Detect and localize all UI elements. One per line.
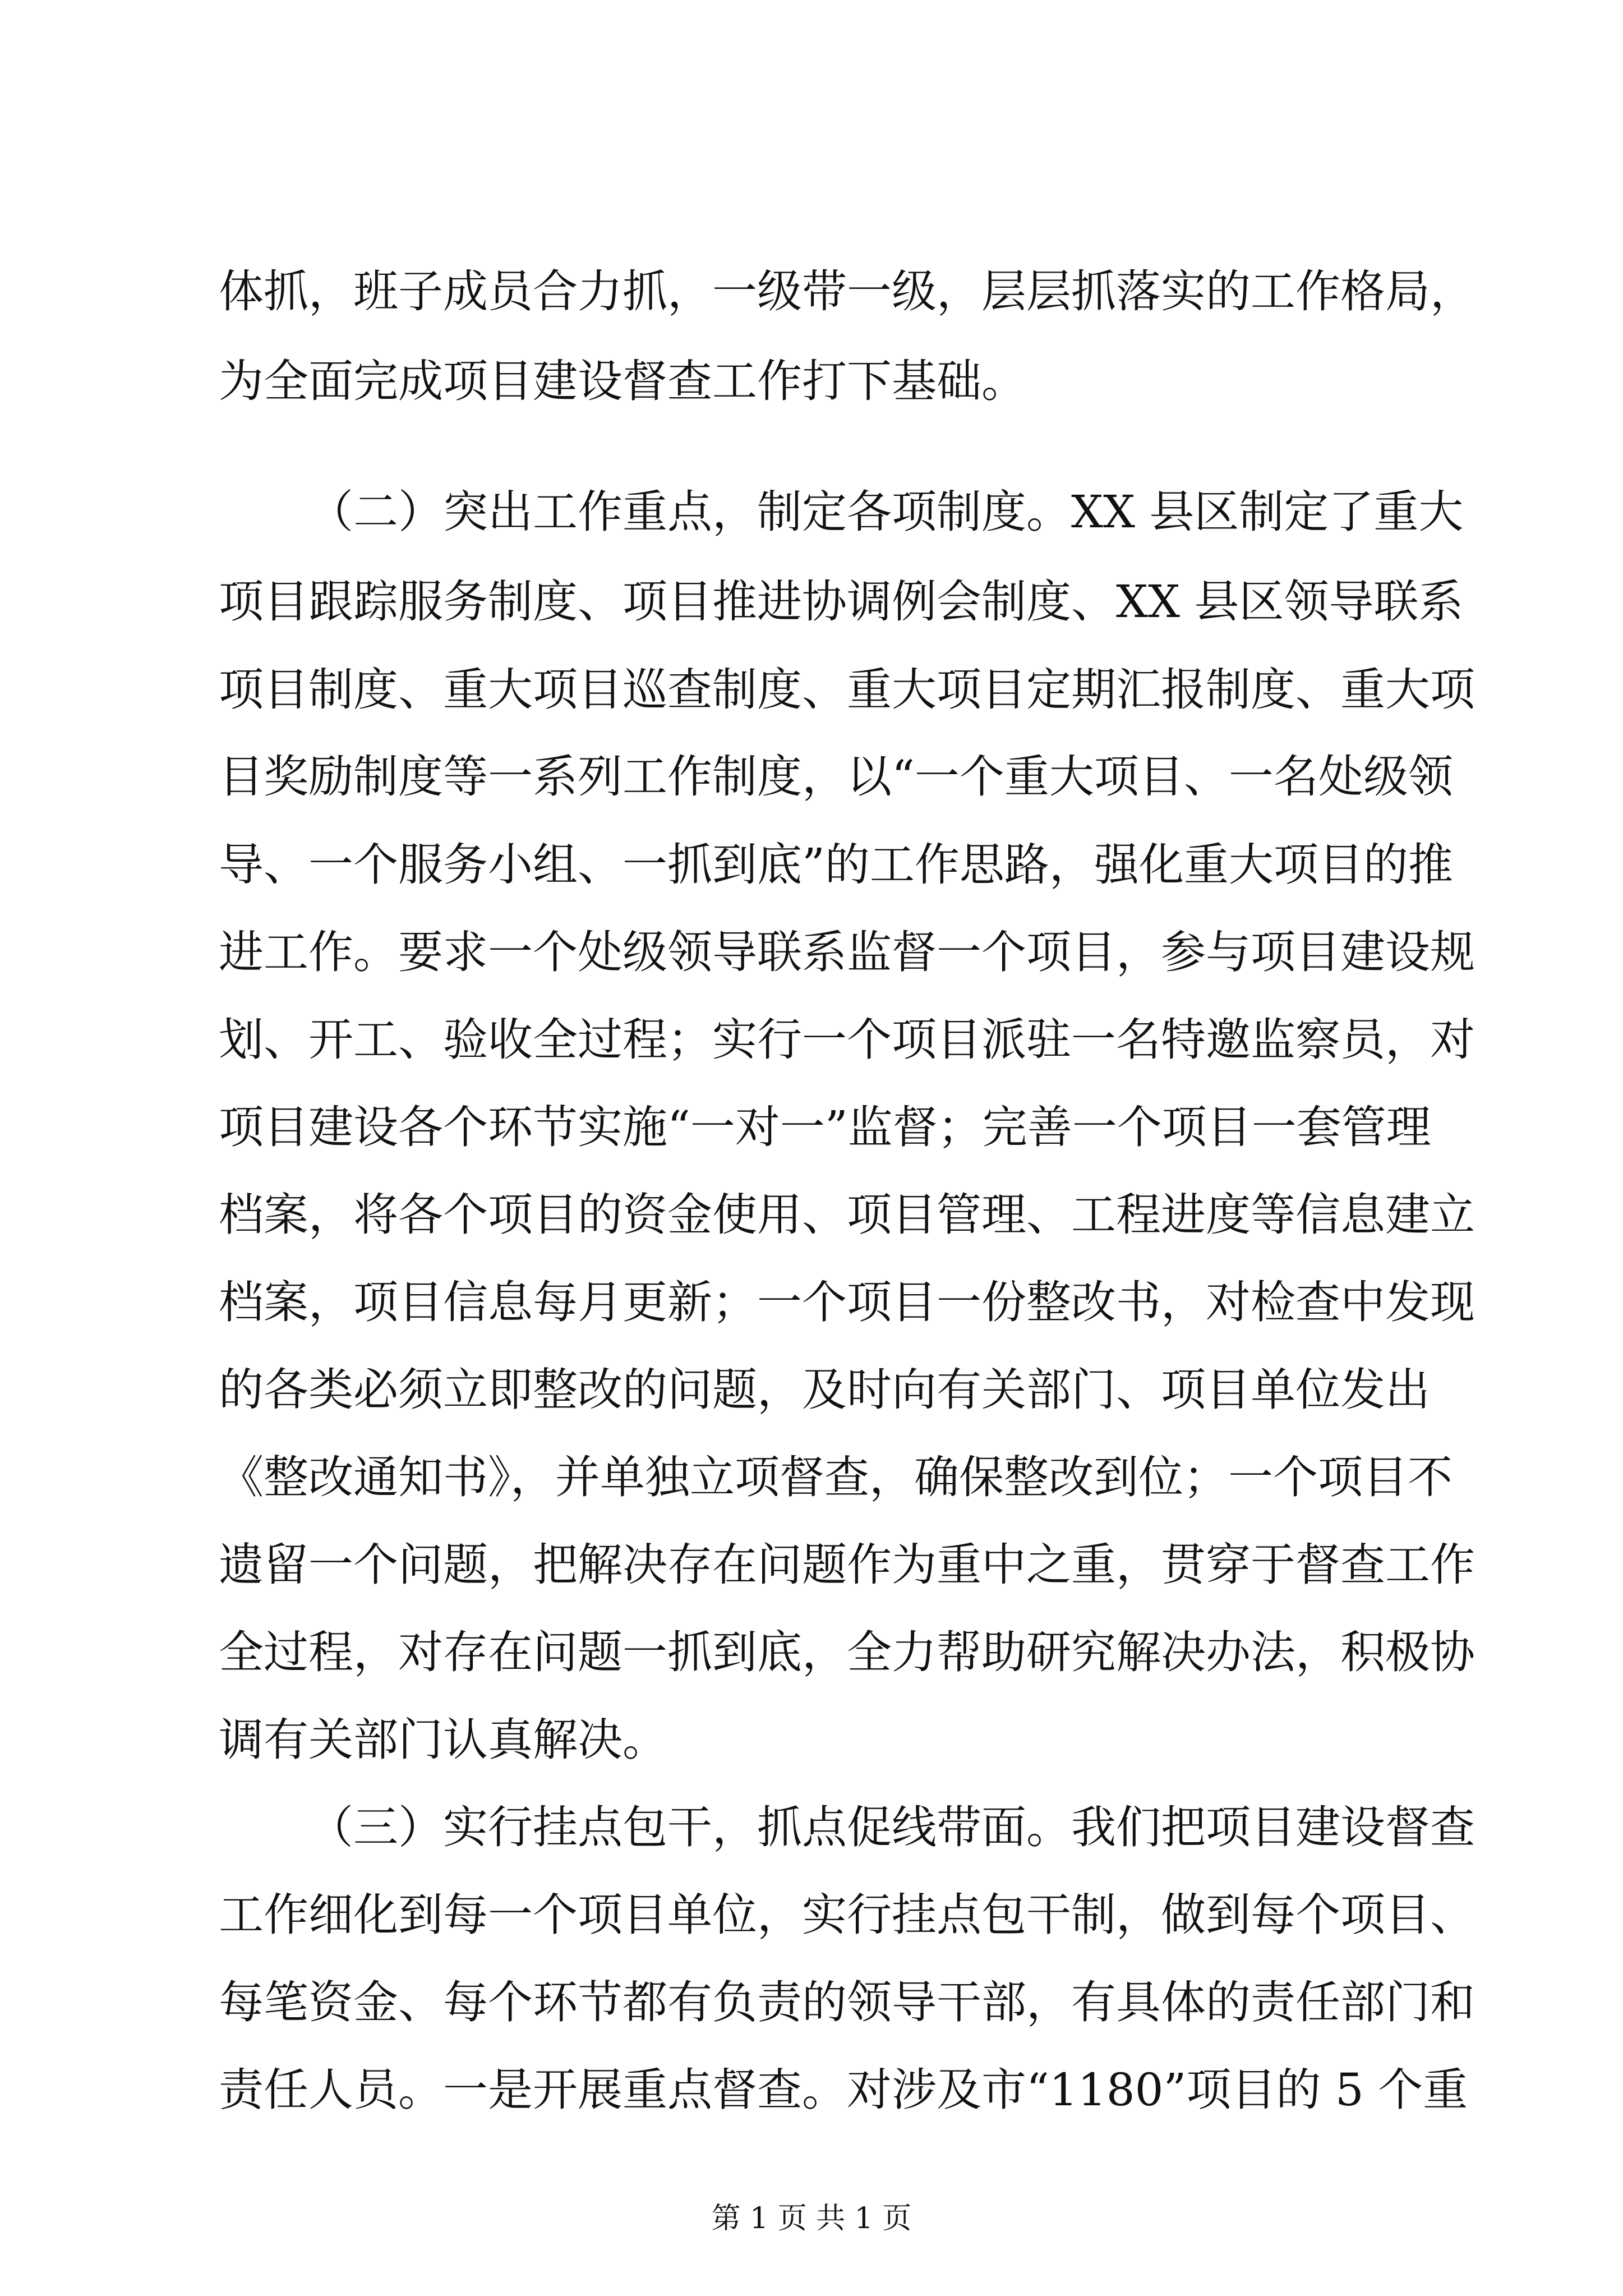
text-line-4: 项目跟踪服务制度、项目推进协调例会制度、XX 县区领导联系 <box>219 576 1464 628</box>
text-line-2: 为全面完成项目建设督查工作打下基础。 <box>219 355 1026 407</box>
text-line-15: 遗留一个问题，把解决存在问题作为重中之重，贯穿于督查工作 <box>219 1539 1475 1591</box>
text-line-18: （三）实行挂点包干，抓点促线带面。我们把项目建设督查 <box>308 1801 1475 1853</box>
text-line-17: 调有关部门认真解决。 <box>219 1714 667 1766</box>
text-line-6: 目奖励制度等一系列工作制度，以“一个重大项目、一名处级领 <box>219 751 1453 803</box>
page-footer: 第 1 页 共 1 页 <box>711 2202 912 2235</box>
text-line-12: 档案，项目信息每月更新；一个项目一份整改书，对检查中发现 <box>219 1276 1475 1328</box>
text-line-13: 的各类必须立即整改的问题，及时向有关部门、项目单位发出 <box>219 1364 1430 1416</box>
text-line-11: 档案，将各个项目的资金使用、项目管理、工程进度等信息建立 <box>219 1189 1475 1241</box>
text-line-10: 项目建设各个环节实施“一对一”监督；完善一个项目一套管理 <box>219 1101 1431 1153</box>
text-line-1: 体抓，班子成员合力抓，一级带一级，层层抓落实的工作格局， <box>219 265 1475 318</box>
text-line-14: 《整改通知书》，并单独立项督查，确保整改到位；一个项目不 <box>219 1451 1453 1503</box>
text-line-20: 每笔资金、每个环节都有负责的领导干部，有具体的责任部门和 <box>219 1976 1475 2028</box>
text-line-5: 项目制度、重大项目巡查制度、重大项目定期汇报制度、重大项 <box>219 664 1475 716</box>
text-line-8: 进工作。要求一个处级领导联系监督一个项目，参与项目建设规 <box>219 926 1475 978</box>
text-line-19: 工作细化到每一个项目单位，实行挂点包干制，做到每个项目、 <box>219 1889 1475 1941</box>
text-line-7: 导、一个服务小组、一抓到底”的工作思路，强化重大项目的推 <box>219 839 1453 891</box>
text-line-3: （二）突出工作重点，制定各项制度。XX 县区制定了重大 <box>308 486 1464 538</box>
text-line-16: 全过程，对存在问题一抓到底，全力帮助研究解决办法，积极协 <box>219 1626 1475 1678</box>
text-line-21: 责任人员。一是开展重点督查。对涉及市“1180”项目的 5 个重 <box>219 2064 1468 2116</box>
text-line-9: 划、开工、验收全过程；实行一个项目派驻一名特邀监察员，对 <box>219 1014 1475 1066</box>
